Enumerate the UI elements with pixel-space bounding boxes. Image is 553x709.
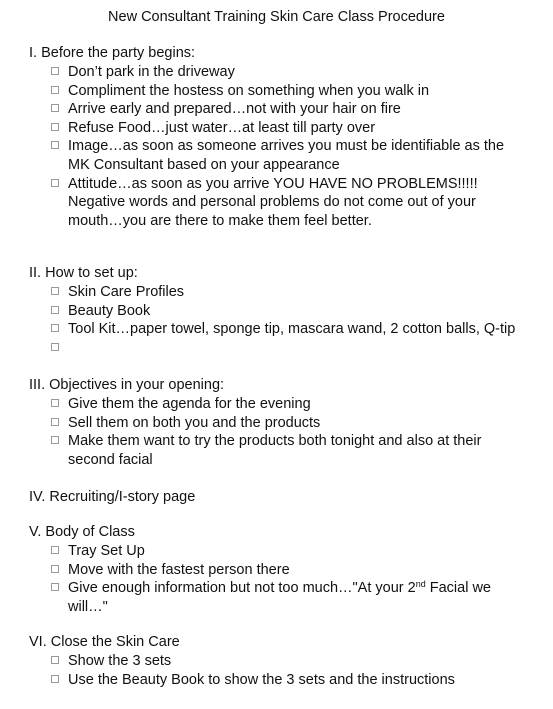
list-item — [29, 82, 529, 101]
list-item — [29, 119, 529, 138]
list-item-text: Sell them on both you and the products — [68, 414, 321, 431]
section-close-skin-care — [29, 633, 529, 689]
list-item — [29, 137, 529, 174]
list-item — [29, 561, 529, 580]
list-item — [29, 671, 529, 690]
list-item — [29, 414, 529, 433]
list-item — [29, 339, 529, 357]
checkbox-icon[interactable] — [51, 306, 59, 314]
section-heading: IV. Recruiting/I-story page — [29, 489, 196, 505]
section-heading: VI. Close the Skin Care — [29, 634, 180, 650]
ordinal-suffix: nd — [415, 579, 426, 590]
checkbox-icon[interactable] — [51, 287, 59, 295]
section-body-of-class — [29, 523, 529, 616]
list-item — [29, 302, 529, 321]
checkbox-icon[interactable] — [51, 104, 59, 112]
checkbox-icon[interactable] — [51, 436, 59, 444]
checkbox-icon[interactable] — [51, 343, 59, 351]
list-item-text — [68, 579, 529, 616]
section-how-to-set-up — [29, 264, 529, 357]
list-item-text: Don’t park in the driveway — [68, 64, 235, 80]
list-item — [29, 100, 529, 119]
checkbox-icon[interactable] — [51, 418, 59, 426]
list-item — [29, 652, 529, 671]
checklist — [29, 542, 529, 616]
checkbox-icon[interactable] — [51, 67, 59, 75]
list-item-text: Image…as soon as someone arrives you must be identifiable as the MK Consultant based on your appearance — [68, 138, 505, 173]
checklist — [29, 283, 529, 357]
list-item-text: Make them want to try the products both tonight and also at their second facial — [68, 433, 482, 468]
checkbox-icon[interactable] — [51, 656, 59, 664]
section-before-party — [29, 44, 529, 230]
list-item — [29, 542, 529, 561]
checkbox-icon[interactable] — [51, 324, 59, 332]
checkbox-icon[interactable] — [51, 123, 59, 131]
document-title: New Consultant Training Skin Care Class Procedure — [108, 9, 445, 25]
list-item-text: Give them the agenda for the evening — [68, 396, 311, 412]
list-item-text: Use the Beauty Book to show the 3 sets and the instructions — [68, 671, 455, 688]
list-item — [29, 283, 529, 302]
list-item-text: Attitude…as soon as you arrive YOU HAVE NO PROBLEMS!!!!! Negative words and personal problems do not come out of your mouth…you are there to make them feel better. — [68, 175, 478, 229]
checkbox-icon[interactable] — [51, 675, 59, 683]
list-item — [29, 175, 529, 231]
section-heading: III. Objectives in your opening: — [29, 377, 225, 393]
checklist — [29, 63, 529, 230]
list-item-text: Move with the fastest person there — [68, 561, 290, 578]
list-item-text: Skin Care Profiles — [68, 284, 185, 300]
facial-item-after: Facial we will…" — [68, 580, 491, 615]
list-item — [29, 432, 529, 469]
facial-item-before: Give enough information but not too much…"At your 2 — [68, 580, 416, 597]
checkbox-icon[interactable] — [51, 546, 59, 554]
list-item-text: Tool Kit…paper towel, sponge tip, mascara wand, 2 cotton balls, Q-tip — [68, 321, 516, 338]
checklist — [29, 395, 529, 469]
list-item — [29, 63, 529, 82]
section-heading: V. Body of Class — [29, 524, 135, 540]
checkbox-icon[interactable] — [51, 565, 59, 573]
section-heading: II. How to set up: — [29, 265, 138, 281]
list-item-text: Arrive early and prepared…not with your hair on fire — [68, 101, 401, 118]
list-item-text: Tray Set Up — [68, 543, 145, 559]
checklist — [29, 652, 529, 689]
list-item — [29, 395, 529, 414]
checkbox-icon[interactable] — [51, 399, 59, 407]
checkbox-icon[interactable] — [51, 141, 59, 149]
list-item-text: Show the 3 sets — [68, 653, 172, 669]
list-item — [29, 320, 529, 339]
list-item — [29, 579, 529, 616]
list-item-text: Beauty Book — [68, 302, 151, 319]
checkbox-icon[interactable] — [51, 583, 59, 591]
section-objectives — [29, 376, 529, 469]
list-item-text: Refuse Food…just water…at least till party over — [68, 119, 376, 136]
list-item-text: Compliment the hostess on something when you walk in — [68, 82, 430, 99]
checkbox-icon[interactable] — [51, 179, 59, 187]
section-heading: I. Before the party begins: — [29, 45, 196, 61]
section-recruiting — [29, 488, 529, 507]
checkbox-icon[interactable] — [51, 86, 59, 94]
